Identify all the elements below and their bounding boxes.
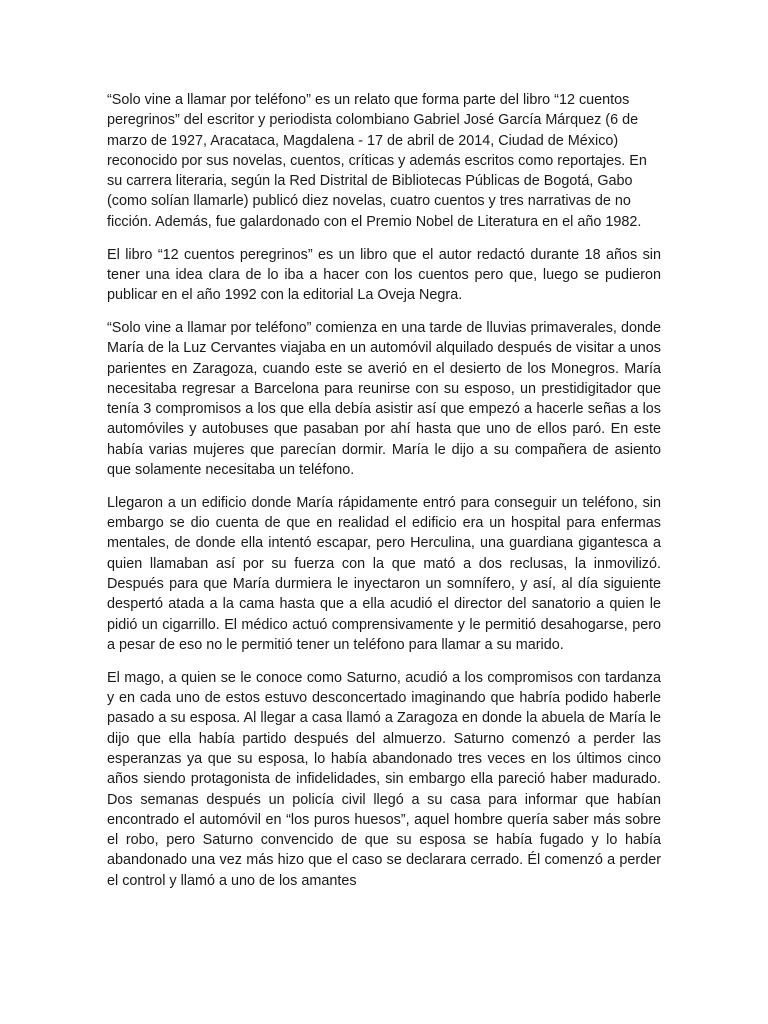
paragraph-introduction: “Solo vine a llamar por teléfono” es un relato que forma parte del libro “12 cuentos peregrinos” del escritor y periodista colombiano Gabriel José García Márquez (6 de marzo de 1927, Aracataca, Magdalena - 17 de abril de 2014, Ciudad de México) reconocido por sus novelas, cuentos, críticas y además escritos como reportajes. En su carrera literaria, según la Red Distrital de Bibliotecas Públicas de Bogotá, Gabo (como solían llamarle) publicó diez novelas, cuatro cuentos y tres narrativas de no ficción. Además, fue galardonado con el Premio Nobel de Literatura en el año 1982. bbox=[107, 92, 647, 230]
document-page bbox=[107, 90, 661, 903]
paragraph-saturno: El mago, a quien se le conoce como Saturno, acudió a los compromisos con tardanza y en cada uno de estos estuvo desconcertado imaginando que habría podido haberle pasado a su esposa. Al llegar a casa llamó a Zaragoza en donde la abuela de María le dijo que ella había partido después del almuerzo. Saturno comenzó a perder las esperanzas ya que su esposa, lo había abandonado tres veces en los últimos cinco años siendo protagonista de infidelidades, sin embargo ella pareció haber madurado. Dos semanas después un policía civil llegó a su casa para informar que habían encontrado el automóvil en “los puros huesos”, aquel hombre quería saber más sobre el robo, pero Saturno convencido de que su esposa se había fugado y lo había abandonado una vez más hizo que el caso se declarara cerrado. Él comenzó a perder el control y llamó a uno de los amantes bbox=[107, 669, 661, 889]
paragraph-hospital: Llegaron a un edificio donde María rápidamente entró para conseguir un teléfono, sin embargo se dio cuenta de que en realidad el edificio era un hospital para enfermas mentales, de donde ella intentó escapar, pero Herculina, una guardiana gigantesca a quien llamaban así por su fuerza con la que mató a dos reclusas, la inmovilizó. Después para que María durmiera le inyectaron un somnífero, y así, al día siguiente despertó atada a la cama hasta que a ella acudió el director del sanatorio a quien le pidió un cigarrillo. El médico actuó comprensivamente y le permitió desahogarse, pero a pesar de eso no le permitió tener un teléfono para llamar a su marido. bbox=[107, 494, 661, 653]
paragraph-book: El libro “12 cuentos peregrinos” es un libro que el autor redactó durante 18 años sin tener una idea clara de lo iba a hacer con los cuentos pero que, luego se pudieron publicar en el año 1992 con la editorial La Oveja Negra. bbox=[107, 246, 661, 304]
paragraph-story-start: “Solo vine a llamar por teléfono” comienza en una tarde de lluvias primaverales, donde María de la Luz Cervantes viajaba en un automóvil alquilado después de visitar a unos parientes en Zaragoza, cuando este se averió en el desierto de los Monegros. María necesitaba regresar a Barcelona para reunirse con su esposo, un prestidigitador que tenía 3 compromisos a los que ella debía asistir así que empezó a hacerle señas a los automóviles y autobuses que pasaban por ahí hasta que uno de ellos paró. En este había varias mujeres que parecían dormir. María le dijo a su compañera de asiento que solamente necesitaba un teléfono. bbox=[107, 319, 661, 479]
